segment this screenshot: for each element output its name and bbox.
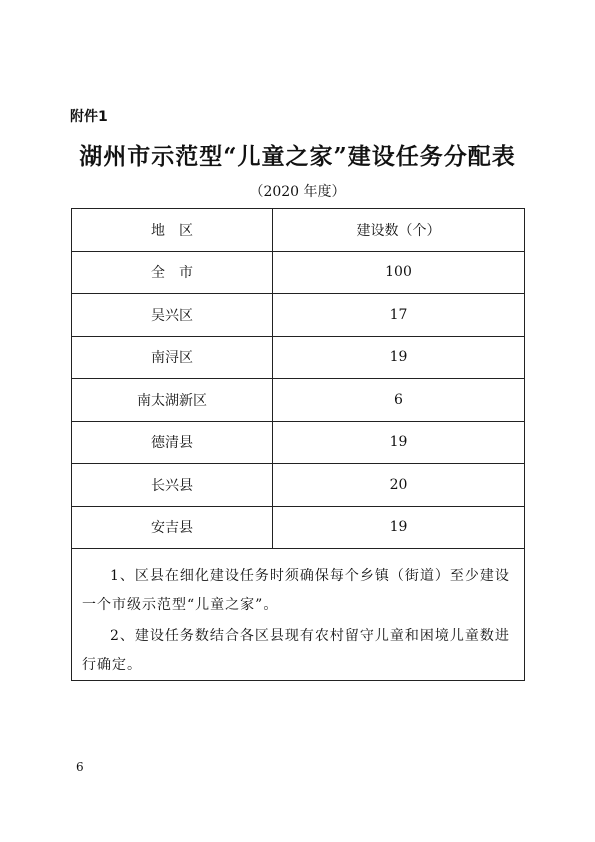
count-cell: 19	[273, 336, 525, 379]
region-cell: 吴兴区	[72, 294, 273, 337]
table-row	[72, 294, 525, 337]
table-row	[72, 336, 525, 379]
notes-row	[72, 549, 525, 681]
region-cell: 南浔区	[72, 336, 273, 379]
table-row	[72, 421, 525, 464]
region-cell: 安吉县	[72, 506, 273, 549]
allocation-table	[71, 208, 525, 681]
page-number: 6	[76, 760, 84, 774]
region-cell: 南太湖新区	[72, 379, 273, 422]
count-cell: 19	[273, 421, 525, 464]
column-header-count: 建设数（个）	[273, 209, 525, 252]
note-item: 2、建设任务数结合各区县现有农村留守儿童和困境儿童数进行确定。	[82, 628, 510, 673]
table-row	[72, 464, 525, 507]
count-cell: 20	[273, 464, 525, 507]
attachment-label: 附件1	[70, 109, 108, 125]
table-row	[72, 251, 525, 294]
table-row	[72, 379, 525, 422]
page-title: 湖州市示范型“儿童之家”建设任务分配表	[79, 143, 516, 170]
notes-cell	[72, 549, 525, 681]
column-header-region: 地 区	[72, 209, 273, 252]
table-header-row	[72, 209, 525, 252]
table-row	[72, 506, 525, 549]
region-cell: 长兴县	[72, 464, 273, 507]
count-cell: 6	[273, 379, 525, 422]
count-cell: 17	[273, 294, 525, 337]
region-cell: 德清县	[72, 421, 273, 464]
count-cell: 19	[273, 506, 525, 549]
note-item: 1、区县在细化建设任务时须确保每个乡镇（街道）至少建设一个市级示范型“儿童之家”。	[82, 568, 510, 613]
count-cell: 100	[273, 251, 525, 294]
region-cell: 全 市	[72, 251, 273, 294]
year-subtitle: （2020 年度）	[249, 184, 346, 200]
